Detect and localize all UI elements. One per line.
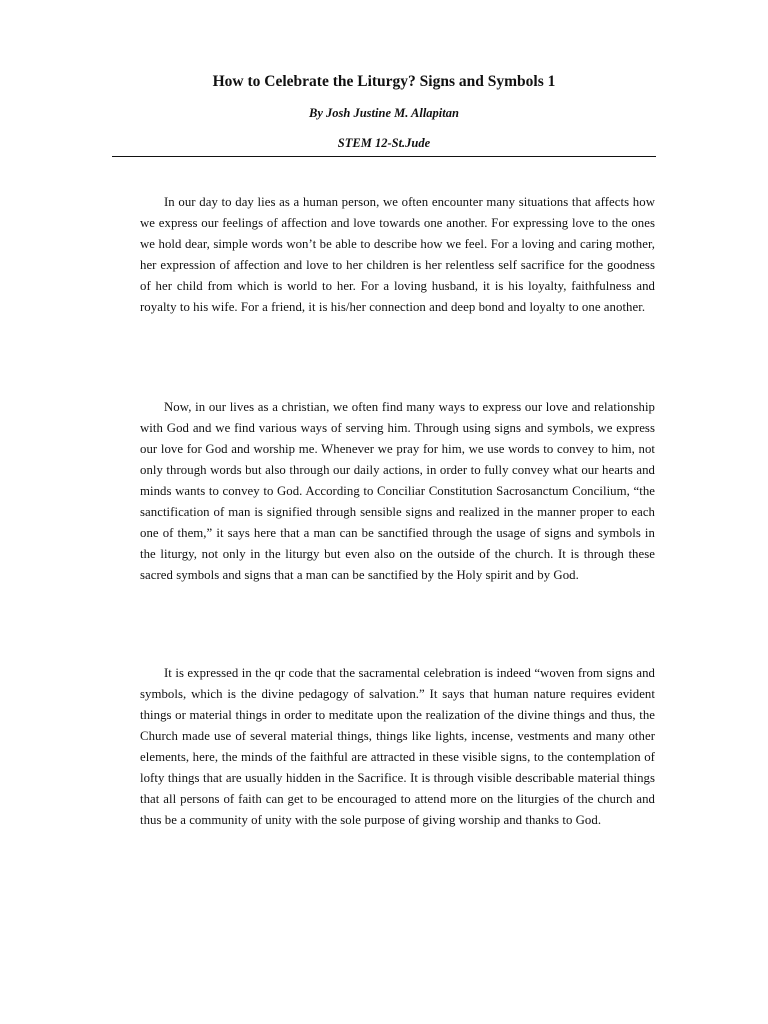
- section-line: STEM 12-St.Jude: [337, 136, 431, 150]
- header-divider: [112, 156, 656, 157]
- document-title: How to Celebrate the Liturgy? Signs and Symbols 1: [212, 73, 556, 90]
- body-paragraph-3: It is expressed in the qr code that the sacramental celebration is indeed “woven from signs and symbols, which is the divine pedagogy of salvation.” It says that human nature requires evident things or material things in order to meditate upon the realization of the divine things and thus, the Church made use of several material things, things like lights, incense, vestments and many other elements, here, the minds of the faithful are attracted in these visible signs, to the contemplation of lofty things that are usually hidden in the Sacrifice. It is through visible describable material things that all persons of faith can get to be encouraged to attend more on the liturgies of the church and thus be a community of unity with the sole purpose of giving worship and thanks to God.: [140, 666, 655, 827]
- body-paragraph-2: Now, in our lives as a christian, we often find many ways to express our love and relationship with God and we find various ways of serving him. Through using signs and symbols, we express our love for God and worship me. Whenever we pray for him, we use words to convey to him, not only through words but also through our daily actions, in order to fully convey what our hearts and minds wants to convey to God. According to Conciliar Constitution Sacrosanctum Concilium, “the sanctification of man is signified through sensible signs and realized in the manner proper to each one of them,” it says here that a man can be sanctified through the usage of signs and symbols in the liturgy, not only in the liturgy but even also on the outside of the church. It is through these sacred symbols and signs that a man can be sanctified by the Holy spirit and by God.: [140, 400, 655, 582]
- body-paragraph-1: In our day to day lies as a human person, we often encounter many situations that affects how we express our feelings of affection and love towards one another. For expressing love to the ones we hold dear, simple words won’t be able to describe how we feel. For a loving and caring mother, her expression of affection and love to her children is her relentless self sacrifice for the goodness of her child from which is world to her. For a loving husband, it is his loyalty, faithfulness and royalty to his wife. For a friend, it is his/her connection and deep bond and loyalty to one another.: [140, 195, 655, 314]
- author-line: By Josh Justine M. Allapitan: [309, 106, 459, 120]
